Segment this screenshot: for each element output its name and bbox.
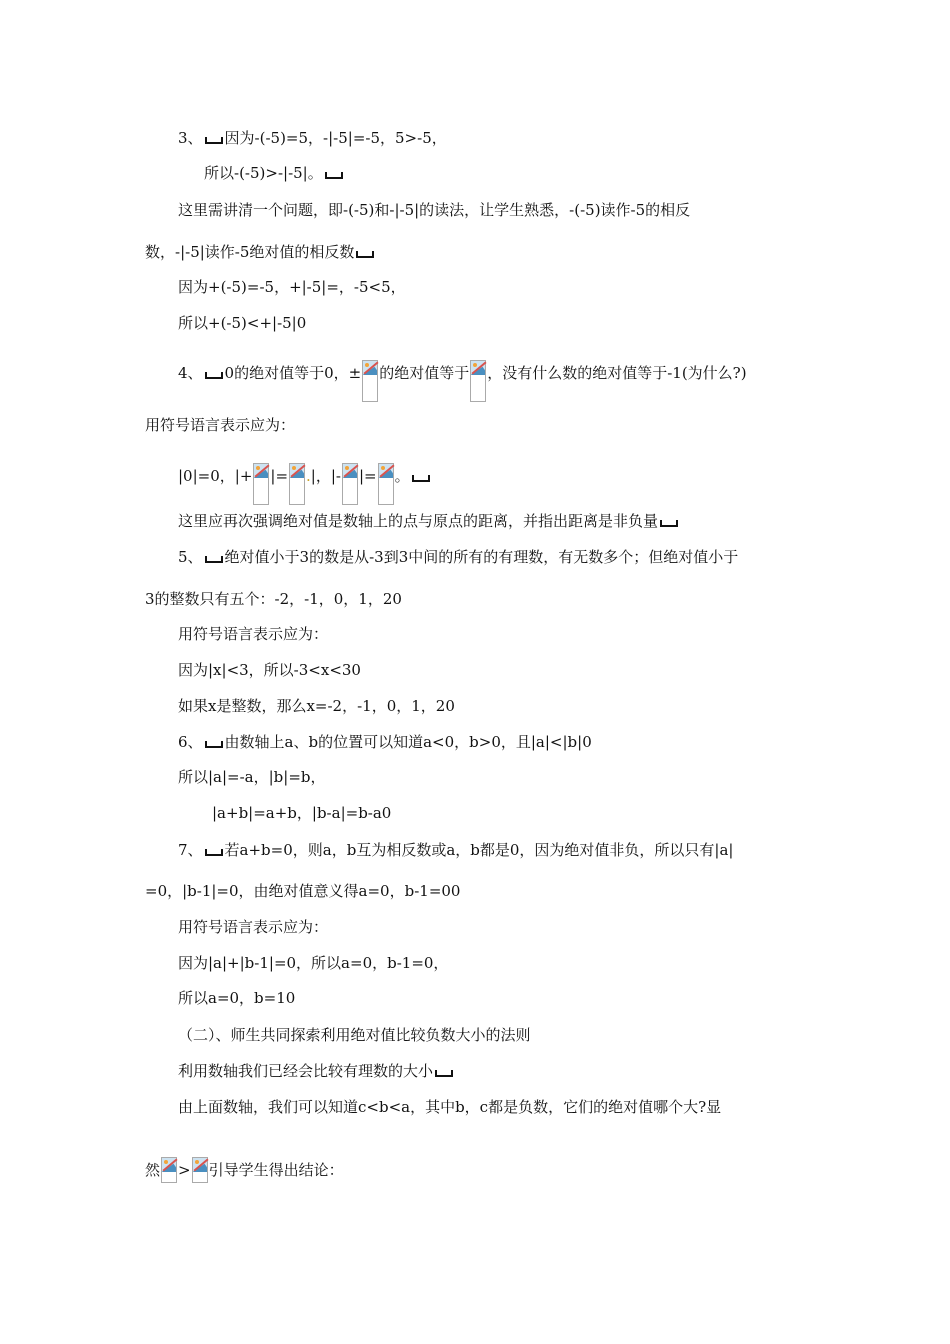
paragraph-reading-note-cont: 数，-|-5|读作-5绝对值的相反数 [145,242,376,262]
placeholder-mark [205,849,223,856]
placeholder-mark [660,520,678,527]
line-symbolic-7: 用符号语言表示应为： [178,918,329,936]
section-heading-2: （二）、师生共同探索利用绝对值比较负数大小的法则 [178,1026,531,1044]
broken-image-icon [362,360,378,402]
placeholder-mark [325,172,343,179]
line-6: 6、 由数轴上a、b的位置可以知道a<0，b>0，且|a|<|b|0 [178,733,592,751]
line-5-cont: 3的整数只有五个：-2，-1，0，1，20 [145,590,402,608]
line-abs-x: 因为|x|<3，所以-3<x<30 [178,661,361,679]
line-number-line-compare: 利用数轴我们已经会比较有理数的大小 [178,1061,455,1081]
line-7-cont: =0，|b-1|=0，由绝对值意义得a=0，b-1=00 [145,882,461,900]
placeholder-mark [205,137,223,144]
line-6-sum: |a+b|=a+b，|b-a|=b-a0 [212,804,392,822]
placeholder-mark [205,372,223,379]
line-7-equation: 因为|a|+|b-1|=0，所以a=0，b-1=0， [178,954,449,972]
broken-image-icon [470,360,486,402]
line-abs-formulas: |0|=0，|+ |= .|，|- |= 。 [178,463,432,505]
line-3-conclusion: 所以-(-5)>-|-5|。 [204,163,345,183]
broken-image-icon [342,463,358,505]
line-symbolic-4: 用符号语言表示应为： [145,416,296,434]
placeholder-mark [205,556,223,563]
broken-image-icon [289,463,305,505]
placeholder-mark [435,1070,453,1077]
placeholder-mark [205,741,223,748]
stray-dot: . [306,467,311,485]
line-symbolic-5: 用符号语言表示应为： [178,625,329,643]
line-positive-conclusion: 所以+(-5)<+|-5|0 [178,314,307,332]
line-5: 5、 绝对值小于3的数是从-3到3中间的所有的有理数，有无数多个；但绝对值小于 [178,548,739,566]
line-conclusion: 然 > 引导学生得出结论： [145,1157,344,1183]
placeholder-mark [412,475,430,482]
broken-image-icon [161,1157,177,1183]
line-integer-x: 如果x是整数，那么x=-2，-1，0，1，20 [178,697,455,715]
line-7: 7、 若a+b=0，则a，b互为相反数或a，b都是0，因为绝对值非负，所以只有|a| [178,841,734,859]
line-positive-compare: 因为+(-5)=-5，+|-5|=，-5<5， [178,278,406,296]
line-3: 3、 因为-(-5)=5，-|-5|=-5，5>-5， [178,129,447,147]
broken-image-icon [378,463,394,505]
broken-image-icon [253,463,269,505]
broken-image-icon [192,1157,208,1183]
line-6-abs: 所以|a|=-a，|b|=b， [178,768,326,786]
paragraph-distance-note: 这里应再次强调绝对值是数轴上的点与原点的距离，并指出距离是非负量 [178,511,680,531]
line-negatives: 由上面数轴，我们可以知道c<b<a，其中b，c都是负数，它们的绝对值哪个大?显 [178,1098,722,1116]
placeholder-mark [356,251,374,258]
line-7-result: 所以a=0，b=10 [178,989,296,1007]
paragraph-reading-note: 这里需讲清一个问题，即-(-5)和-|-5|的读法，让学生熟悉，-(-5)读作-5的相反 [178,201,691,219]
line-4: 4、 0的绝对值等于0，± 的绝对值等于 ，没有什么数的绝对值等于-1(为什么?) [178,360,747,402]
